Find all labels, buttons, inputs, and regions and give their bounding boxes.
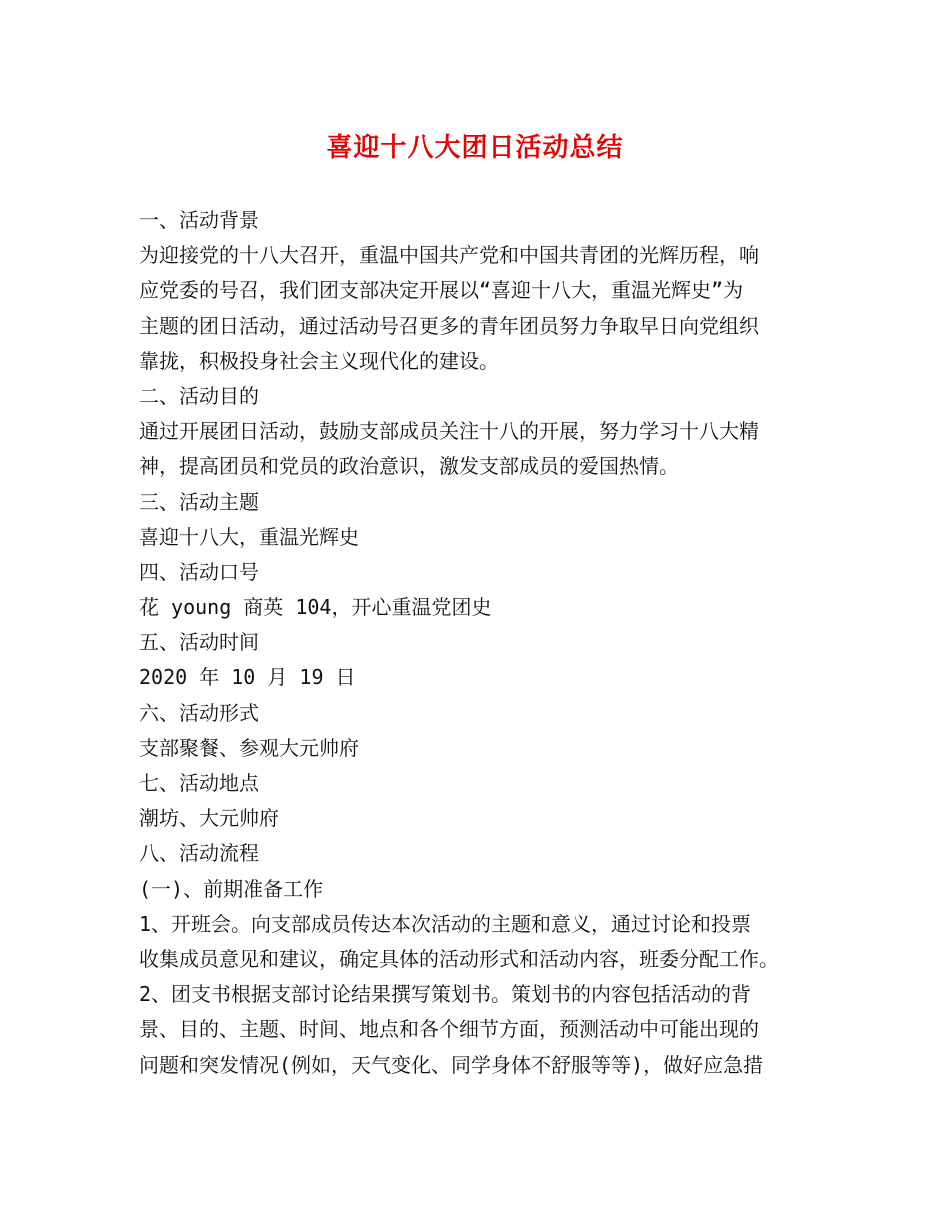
document-title: 喜迎十八大团日活动总结 — [326, 133, 624, 163]
paragraph-line: 应党委的号召，我们团支部决定开展以“喜迎十八大，重温光辉史”为 — [139, 278, 744, 303]
subsection-heading-preparation: (一)、前期准备工作 — [139, 876, 324, 901]
paragraph-line: 潮坊、大元帅府 — [139, 806, 279, 831]
section-heading-location: 七、活动地点 — [139, 771, 259, 795]
paragraph-line: 靠拢，积极投身社会主义现代化的建设。 — [139, 348, 499, 373]
paragraph-line: 1、开班会。向支部成员传达本次活动的主题和意义，通过讨论和投票 — [139, 911, 752, 936]
section-heading-form: 六、活动形式 — [139, 700, 259, 725]
section-heading-purpose: 二、活动目的 — [139, 383, 259, 408]
section-heading-time: 五、活动时间 — [139, 630, 259, 655]
paragraph-line: 收集成员意见和建议，确定具体的活动形式和活动内容，班委分配工作。 — [139, 946, 779, 971]
paragraph-line: 喜迎十八大，重温光辉史 — [139, 524, 359, 549]
paragraph-line: 景、目的、主题、时间、地点和各个细节方面，预测活动中可能出现的 — [139, 1017, 759, 1042]
paragraph-line: 花 young 商英 104，开心重温党团史 — [139, 595, 492, 620]
document-body — [139, 203, 829, 1083]
section-heading-background: 一、活动背景 — [139, 208, 259, 232]
paragraph-line: 2、团支书根据支部讨论结果撰写策划书。策划书的内容包括活动的背 — [139, 982, 752, 1007]
section-heading-process: 八、活动流程 — [139, 841, 259, 866]
paragraph-line: 问题和突发情况(例如，天气变化、同学身体不舒服等等)，做好应急措 — [139, 1052, 764, 1077]
section-heading-slogan: 四、活动口号 — [139, 559, 259, 584]
paragraph-line: 支部聚餐、参观大元帅府 — [139, 735, 359, 760]
paragraph-line: 通过开展团日活动，鼓励支部成员关注十八的开展，努力学习十八大精 — [139, 419, 759, 444]
section-heading-theme: 三、活动主题 — [139, 489, 259, 514]
paragraph-line: 为迎接党的十八大召开，重温中国共产党和中国共青团的光辉历程，响 — [139, 243, 759, 268]
paragraph-line: 主题的团日活动，通过活动号召更多的青年团员努力争取早日向党组织 — [139, 313, 759, 338]
paragraph-line: 2020 年 10 月 19 日 — [139, 665, 356, 690]
paragraph-line: 神，提高团员和党员的政治意识，激发支部成员的爱国热情。 — [139, 454, 679, 479]
